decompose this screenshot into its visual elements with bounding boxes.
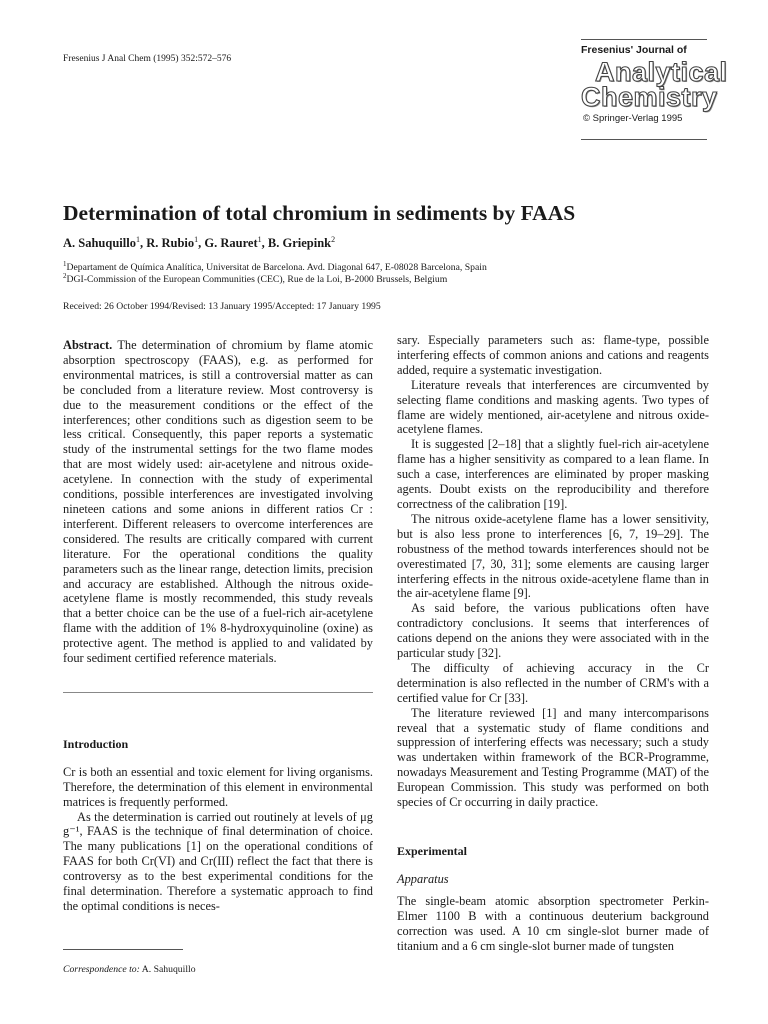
affiliation-item xyxy=(63,259,487,274)
affiliation-mark: 1 xyxy=(63,259,67,268)
body-paragraph: It is suggested [2–18] that a slightly fuel-rich air-acetylene flame has a higher sensitivity as compared to a lean flame. In such a case, interferences are eliminated by proper masking agents. Doubt exists on the reproducibility and therefore correctness of the calibration [19]. xyxy=(397,437,709,511)
author-affiliation-mark: 1 xyxy=(135,234,140,244)
journal-bottom-rule xyxy=(581,139,707,140)
footnote-rule xyxy=(63,949,183,950)
section-divider xyxy=(63,692,373,693)
journal-logo-analytical: Analytical xyxy=(595,57,728,87)
journal-logo-block xyxy=(581,44,728,124)
body-paragraph: The difficulty of achieving accuracy in the Cr determination is also reflected in the number of CRM's with a certified value for Cr [33]. xyxy=(397,660,709,705)
copyright-notice: © Springer-Verlag 1995 xyxy=(583,113,683,124)
received-dates: Received: 26 October 1994/Revised: 13 January 1995/Accepted: 17 January 1995 xyxy=(63,301,381,312)
abstract-label: Abstract. xyxy=(63,338,113,352)
author-name: A. Sahuquillo xyxy=(63,236,136,250)
body-paragraph: Literature reveals that interferences are circumvented by selecting flame conditions and masking agents. Two types of flame are widely mentioned, air-acetylene and nitrous oxide-acetylene flames. xyxy=(397,377,709,437)
affiliation-mark: 2 xyxy=(63,271,67,280)
author-affiliation-mark: 1 xyxy=(194,234,199,244)
experimental-heading: Experimental xyxy=(397,844,467,858)
footnote-name: A. Sahuquillo xyxy=(139,964,196,975)
apparatus-subheading: Apparatus xyxy=(397,871,449,886)
left-column xyxy=(63,338,373,914)
journal-logo-chemistry: Chemistry xyxy=(581,82,718,112)
body-paragraph: As said before, the various publications often have contradictory conclusions. It seems that interferences of cations depend on the anions they were associated with in the particular study [32]. xyxy=(397,601,709,661)
author-affiliation-mark: 1 xyxy=(257,234,262,244)
author-list: A. Sahuquillo$^1$, R. Rubio$^1$, G. Rauret$^1$, B. Griepink$^2$ xyxy=(63,234,336,250)
body-paragraph: The literature reviewed [1] and many intercomparisons reveal that a systematic study of flame conditions and suppression of interfering effects was necessary; such a study was undertaken within framework of the BCR-Programme, nowadays Measurement and Testing Programme (MAT) of the European Commission. This study was performed on both species of Cr occurring in daily practice. xyxy=(397,705,709,810)
body-paragraph: sary. Especially parameters such as: flame-type, possible interfering effects of common anions and cations and reagents added, require a systematic investigation. xyxy=(397,333,709,377)
author-name: R. Rubio xyxy=(146,236,195,250)
author-name: B. Griepink xyxy=(267,236,332,250)
affiliation-text: DGI-Commission of the European Communities (CEC), Rue de la Loi, B-2000 Brussels, Belgium xyxy=(66,273,448,285)
intro-paragraph: As the determination is carried out routinely at levels of μg g⁻¹, FAAS is the technique of final determination of choice. The many publications [1] on the operational conditions of FAAS for both Cr(VI) and Cr(III) reflect the fact that there is controversy as to the best experimental conditions for the final determination. Therefore a systematic approach to find the optimal conditions is neces- xyxy=(63,809,373,913)
journal-name: Fresenius' Journal of xyxy=(581,44,687,56)
author-name: G. Rauret xyxy=(204,236,258,250)
right-column xyxy=(397,333,709,953)
section-spacer xyxy=(397,810,709,844)
abstract-text: The determination of chromium by flame atomic absorption spectroscopy (FAAS), e.g. as performed for environmental matrices, is still a controversial matter as can be concluded from a literature review. Most controversy is due to the measurement conditions or the effect of the interferences; other conditions such as digestion seem to be less critical. Consequently, this paper reports a systematic study of the instrumental settings for the two flame modes that are most widely used: air-acetylene and nitrous oxide-acetylene. In connection with the study of experimental conditions, possible interferences are investigated involving nineteen cations and some anions in different ratios Cr : interferent. Different releasers to overcome interferences are considered. The results are critically compared with current literature. For the operational conditions the quality parameters such as the linear range, detection limits, precision and accuracy are established. Although the nitrous oxide-acetylene flame is mostly recommended, this study reveals that a better choice can be the use of a fuel-rich air-acetylene flame with the addition of 1% 8-hydroxyquinoline (oxine) as protective agent. The method is applied to and validated by four sediment certified reference materials. xyxy=(63,338,373,666)
journal-top-rule xyxy=(581,39,707,40)
intro-paragraph: Cr is both an essential and toxic element for living organisms. Therefore, the determination of this element in environmental matrices is frequently performed. xyxy=(63,764,373,809)
introduction-heading: Introduction xyxy=(63,736,129,751)
footnote-label: Correspondence to: xyxy=(63,964,140,975)
body-paragraph: The nitrous oxide-acetylene flame has a lower sensitivity, but is also less prone to interferences [6, 7, 19–29]. The robustness of the method towards interferences should not be overestimated [7, 30, 31]; some elements are causing larger interfering effects in the nitrous oxide-acetylene flame than in the air-acetylene flame [9]. xyxy=(397,511,709,601)
correspondence-footnote xyxy=(63,964,196,975)
apparatus-paragraph: The single-beam atomic absorption spectrometer Perkin-Elmer 1100 B with a continuous deuterium background correction was used. A 10 cm single-slot burner made of titanium and a 6 cm single-slot burner made of tungsten xyxy=(397,893,709,953)
author-affiliation-mark: 2 xyxy=(331,234,336,244)
journal-citation: Fresenius J Anal Chem (1995) 352:572–576 xyxy=(63,54,232,64)
abstract xyxy=(63,338,373,666)
article-title: Determination of total chromium in sediments by FAAS xyxy=(63,201,576,225)
affiliations xyxy=(63,259,487,285)
affiliation-text: Departament de Química Analítica, Universitat de Barcelona. Avd. Diagonal 647, E-08028 Barcelona, Spain xyxy=(66,262,487,273)
affiliation-item xyxy=(63,271,487,286)
